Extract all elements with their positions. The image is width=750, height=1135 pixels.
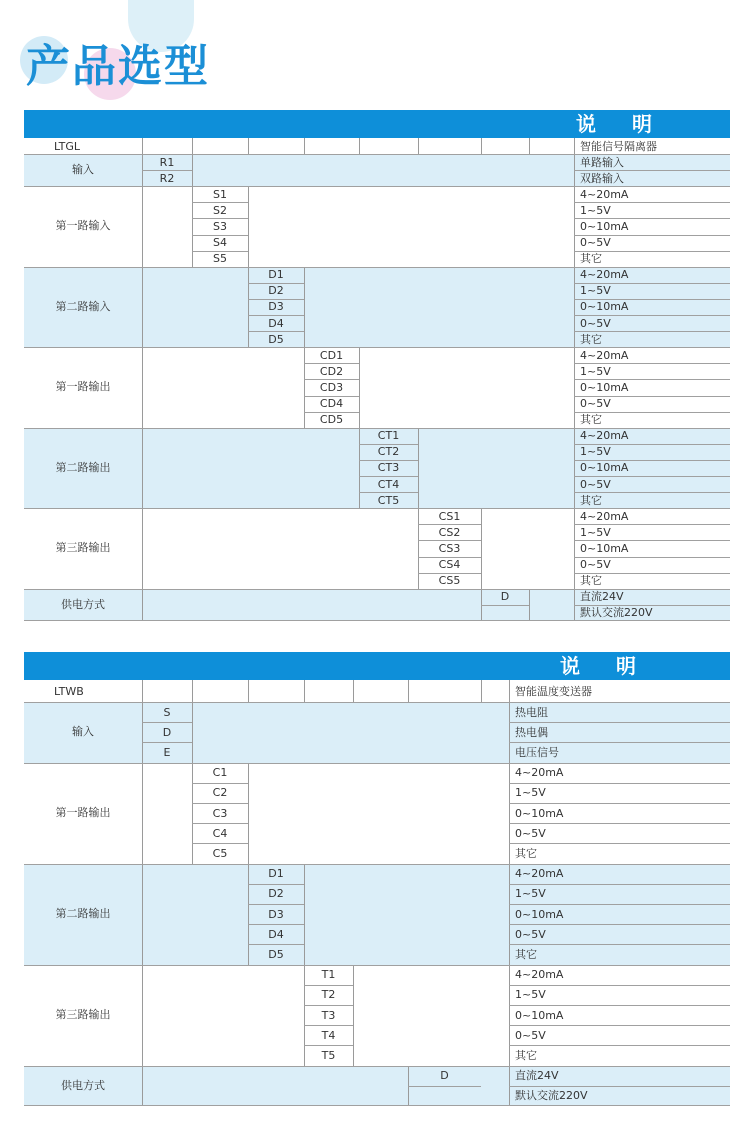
group-label: 第二路输出 [55,460,111,474]
row-separator [24,1105,730,1106]
option-code: D [440,1069,449,1083]
group-label: 输入 [72,163,94,177]
option-separator [509,944,730,945]
option-separator [574,315,730,316]
option-separator [509,783,730,784]
option-description: 0~10mA [580,541,629,555]
option-description: 0~10mA [515,806,564,820]
option-separator [509,823,730,824]
option-code: S5 [213,252,227,266]
option-code: S [163,705,171,719]
code-separator [418,540,481,541]
option-separator [509,924,730,925]
option-description: 0~10mA [515,907,564,921]
option-description: 1~5V [580,364,611,378]
code-separator [304,379,359,380]
option-description: 1~5V [515,887,546,901]
code-separator [248,944,304,945]
code-col-right [418,428,419,509]
code-separator [359,476,418,477]
code-separator [359,460,418,461]
option-code: CS1 [438,509,461,523]
code-separator [304,412,359,413]
option-code: D5 [268,948,284,961]
description-column-divider [509,680,510,1106]
option-description: 直流24V [515,1069,559,1083]
row-separator [24,154,730,155]
option-code: T3 [321,1008,336,1022]
option-code: D [162,725,172,739]
group-label: 第一路输出 [55,806,111,820]
group-divider [142,965,143,1066]
option-separator [574,557,730,558]
option-description: 4~20mA [580,509,629,523]
option-separator [574,492,730,493]
option-separator [509,1045,730,1046]
option-description: 0~5V [580,477,611,491]
option-separator [509,1086,730,1087]
code-separator [192,803,248,804]
code-separator [192,823,248,824]
row-separator [24,347,730,348]
model-column-divider [418,138,419,154]
row-separator [24,267,730,268]
option-code: D3 [268,300,284,314]
option-separator [574,331,730,332]
option-description: 1~5V [515,988,546,1002]
code-separator [192,202,248,203]
option-separator [509,722,730,723]
model-description: 智能信号隔离器 [580,139,657,153]
option-code: CT5 [377,493,400,507]
option-code: CS3 [438,541,461,555]
option-code: T4 [321,1028,336,1042]
model-column-divider [481,680,482,702]
option-separator [509,985,730,986]
code-separator [418,557,481,558]
model-column-divider [304,680,305,702]
option-code: D [500,590,510,604]
model-column-divider [529,138,530,154]
option-code: C5 [212,847,228,860]
model-column-divider [304,138,305,154]
option-separator [574,460,730,461]
ltwb-selection-table [24,652,730,1106]
model-column-divider [248,138,249,154]
option-separator [574,363,730,364]
row-separator [24,589,730,590]
option-code: T5 [321,1049,336,1062]
option-description: 默认交流220V [515,1089,588,1103]
option-description: 4~20mA [515,968,564,982]
group-label: 第一路输出 [55,380,111,394]
group-divider [142,864,143,965]
code-separator [304,1005,353,1006]
option-description: 其它 [515,1049,537,1062]
code-separator [142,170,192,171]
option-code: T2 [321,988,336,1002]
option-description: 4~20mA [515,867,564,881]
option-separator [574,396,730,397]
model-column-divider [192,680,193,702]
option-separator [574,524,730,525]
option-separator [574,379,730,380]
option-code: CD3 [319,380,344,394]
group-label: 第二路输入 [55,299,111,313]
option-description: 0~10mA [580,219,629,233]
code-separator [142,722,192,723]
option-description: 4~20mA [580,429,629,443]
model-column-divider [142,680,143,702]
row-separator [24,702,730,703]
code-separator [304,1025,353,1026]
row-separator [24,186,730,187]
option-description: 1~5V [580,284,611,298]
option-separator [574,573,730,574]
option-description: 0~5V [515,927,546,941]
option-description: 其它 [580,332,602,346]
option-code: E [163,746,171,759]
group-divider [142,508,143,589]
option-code: S1 [213,187,227,201]
option-code: D4 [268,316,284,330]
code-separator [304,363,359,364]
code-separator [192,783,248,784]
code-separator [418,524,481,525]
option-description: 其它 [580,574,602,588]
option-code: D1 [268,268,284,282]
model-column-divider [192,138,193,154]
option-code: C1 [212,766,228,780]
code-separator [359,444,418,445]
option-description: 0~5V [580,316,611,330]
option-code: CD1 [319,348,344,362]
option-description: 电压信号 [515,746,559,759]
model-column-divider [142,138,143,154]
code-separator [248,283,304,284]
row-separator [24,864,730,865]
code-col-right [353,965,354,1066]
option-separator [574,299,730,300]
option-description: 双路输入 [580,171,624,185]
model-code: LTWB [54,684,84,698]
model-column-divider [359,138,360,154]
model-column-divider [408,680,409,702]
code-separator [418,573,481,574]
group-label: 第三路输出 [55,541,111,555]
option-code: D3 [268,907,284,921]
header-title: 说明 [560,654,672,678]
option-description: 0~10mA [580,380,629,394]
group-divider [142,1066,143,1106]
option-description: 0~10mA [580,461,629,475]
option-separator [574,170,730,171]
code-col-left [529,589,530,621]
option-separator [574,218,730,219]
option-description: 其它 [515,948,537,961]
option-code: S3 [213,219,227,233]
option-description: 1~5V [515,786,546,800]
group-divider [142,186,143,267]
option-separator [574,476,730,477]
group-divider [142,428,143,509]
option-code: CT3 [377,461,400,475]
code-separator [248,315,304,316]
option-description: 0~5V [580,558,611,572]
group-divider [142,589,143,621]
code-separator [408,1086,481,1087]
row-separator [24,965,730,966]
group-divider [142,347,143,428]
row-separator [24,620,730,621]
code-separator [304,1045,353,1046]
group-divider [142,763,143,864]
option-description: 1~5V [580,445,611,459]
code-col-right [304,267,305,348]
code-separator [248,904,304,905]
option-code: CD4 [319,397,344,411]
option-code: D2 [268,284,284,298]
option-separator [509,1025,730,1026]
option-code: CT2 [377,445,400,459]
option-code: CT4 [377,477,400,491]
row-separator [24,1066,730,1067]
option-description: 0~5V [515,1028,546,1042]
header-title: 说明 [576,112,688,136]
option-description: 0~5V [580,236,611,250]
option-code: C2 [212,786,228,800]
group-label: 第二路输出 [55,907,111,921]
code-separator [481,605,529,606]
option-description: 直流24V [580,590,624,604]
option-separator [574,412,730,413]
option-separator [509,803,730,804]
option-code: C3 [212,806,228,820]
code-separator [359,492,418,493]
option-separator [574,251,730,252]
option-code: CS2 [438,525,461,539]
code-separator [142,742,192,743]
option-separator [574,235,730,236]
option-code: CD5 [319,413,344,427]
group-divider [142,267,143,348]
group-label: 第三路输出 [55,1008,111,1022]
page-title: 产品选型 [26,41,210,92]
option-description: 1~5V [580,203,611,217]
option-description: 4~20mA [515,766,564,780]
option-description: 热电阻 [515,705,548,719]
option-description: 其它 [580,493,602,507]
option-description: 0~10mA [580,300,629,314]
option-description: 4~20mA [580,187,629,201]
code-separator [248,884,304,885]
group-label: 输入 [72,725,94,739]
option-code: S4 [213,236,227,250]
option-code: D2 [268,887,284,901]
option-code: T1 [321,968,336,982]
code-separator [248,331,304,332]
option-separator [574,605,730,606]
option-separator [509,742,730,743]
option-description: 单路输入 [580,155,624,169]
code-separator [192,218,248,219]
option-code: CS4 [438,558,461,572]
option-separator [574,444,730,445]
option-description: 1~5V [580,525,611,539]
group-label: 供电方式 [61,597,105,611]
option-description: 其它 [515,847,537,860]
code-separator [192,235,248,236]
model-description: 智能温度变送器 [515,684,592,698]
option-description: 其它 [580,252,602,266]
model-column-divider [248,680,249,702]
code-col-right [192,154,193,186]
code-separator [248,924,304,925]
code-col-right [248,186,249,267]
code-col-right [481,508,482,589]
option-code: D5 [268,332,284,346]
option-code: D4 [268,927,284,941]
option-description: 4~20mA [580,268,629,282]
code-separator [304,985,353,986]
code-col-right [248,763,249,864]
option-code: R1 [159,155,175,169]
code-col-right [192,702,193,763]
code-separator [304,396,359,397]
option-separator [574,202,730,203]
row-separator [24,428,730,429]
model-column-divider [353,680,354,702]
model-code: LTGL [54,139,80,153]
option-description: 热电偶 [515,725,548,739]
row-separator [24,508,730,509]
option-description: 0~5V [515,826,546,840]
option-description: 0~5V [580,397,611,411]
option-code: R2 [159,171,175,185]
option-description: 4~20mA [580,348,629,362]
option-description: 其它 [580,413,602,427]
option-code: CS5 [438,574,461,588]
code-separator [248,299,304,300]
option-separator [574,540,730,541]
ltgl-selection-table [24,110,730,621]
option-code: S2 [213,203,227,217]
option-code: CD2 [319,364,344,378]
code-separator [192,251,248,252]
option-code: D1 [268,867,284,881]
option-separator [574,283,730,284]
code-col-right [359,347,360,428]
option-separator [509,904,730,905]
option-code: C4 [212,826,228,840]
option-separator [509,843,730,844]
model-column-divider [481,138,482,154]
option-code: CT1 [377,429,400,443]
option-description: 0~10mA [515,1008,564,1022]
option-separator [509,884,730,885]
row-separator [24,763,730,764]
option-description: 默认交流220V [580,606,653,620]
code-col-right [304,864,305,965]
option-separator [509,1005,730,1006]
group-label: 供电方式 [61,1078,105,1092]
group-label: 第一路输入 [55,219,111,233]
code-separator [192,843,248,844]
